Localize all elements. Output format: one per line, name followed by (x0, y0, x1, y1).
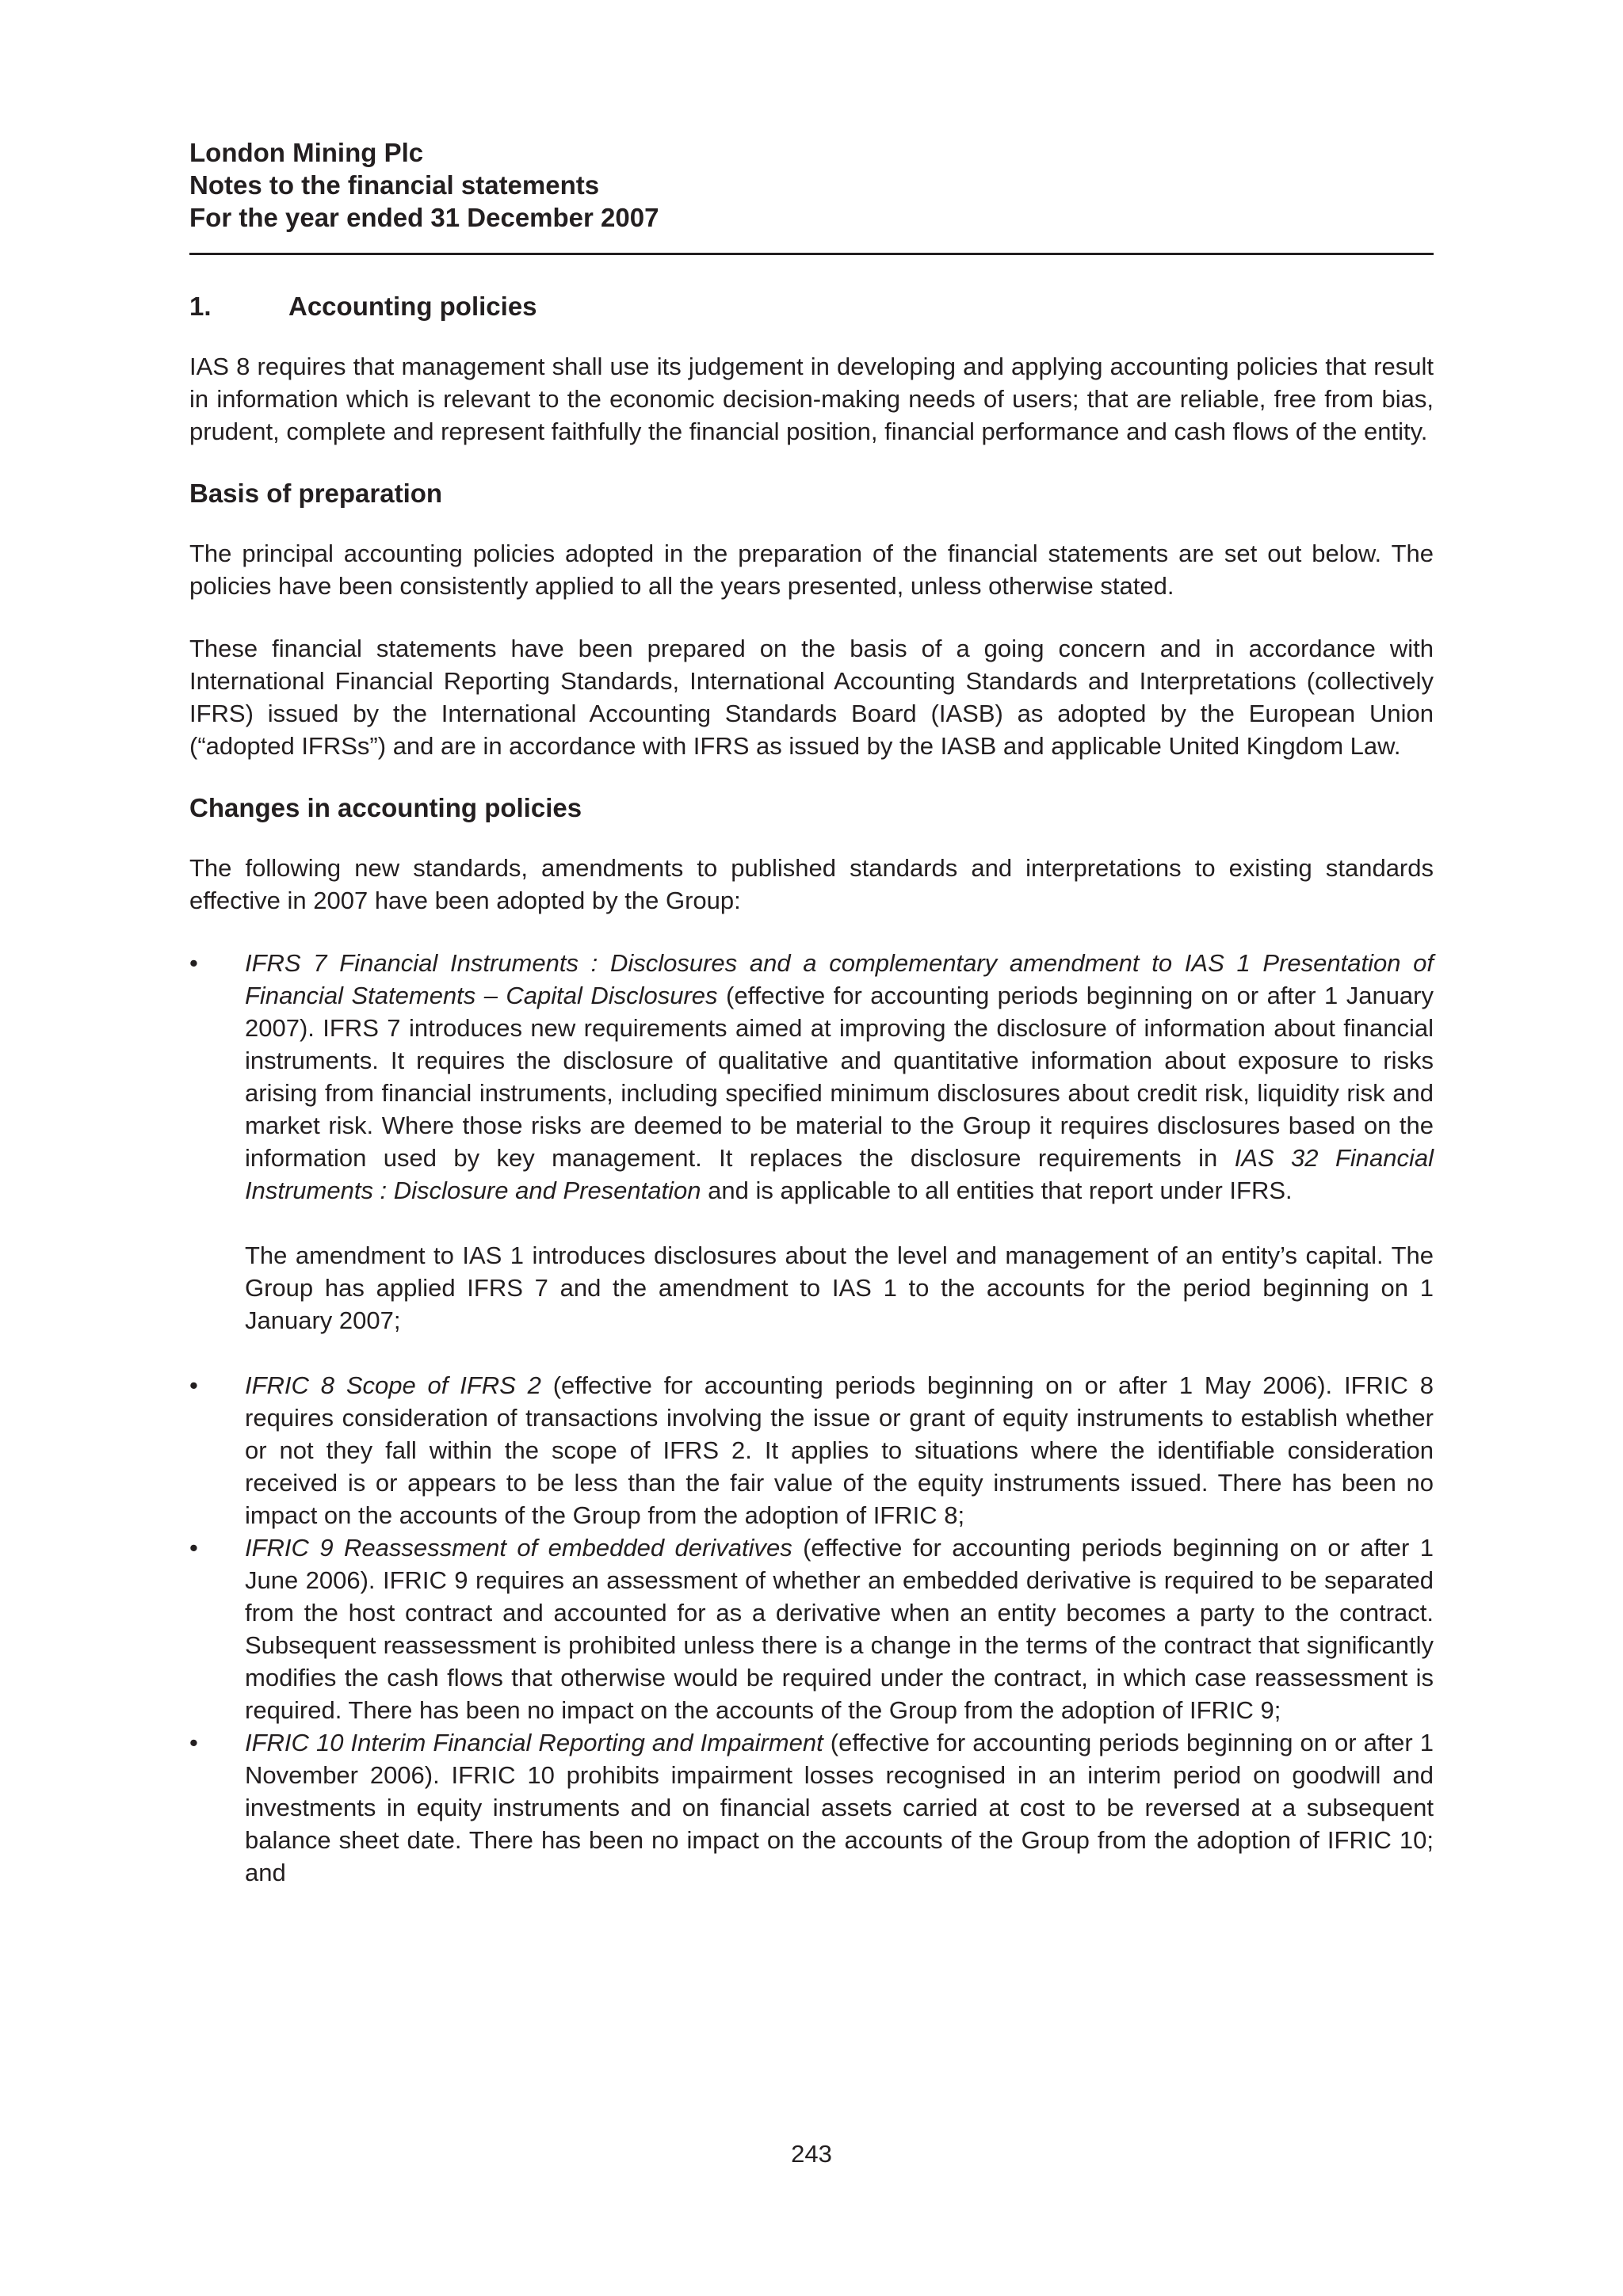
standards-list (189, 947, 1434, 1889)
standard-description: (effective for accounting periods beginning on or after 1 January 2007). IFRS 7 introduces new requirements aimed at improving the disclosure of information about financial instruments. It requires the disclosure of qualitative and quantitative information about exposure to risks arising from financial instruments, including specified minimum disclosures about credit risk, liquidity risk and market risk. Where those risks are deemed to be material to the Group it requires disclosures based on the information used by key management. It replaces the disclosure requirements in (245, 982, 1434, 1172)
bullet-icon: • (189, 1371, 198, 1399)
page-number: 243 (791, 2140, 832, 2168)
section-title: Accounting policies (288, 292, 537, 321)
changes-heading: Changes in accounting policies (189, 793, 582, 822)
standard-title: IFRS 7 Financial Instruments : Disclosures and a complementary amendment to IAS 1 Presentation of Financial Statements – Capital Disclosures (245, 949, 1434, 1009)
header-divider (189, 253, 1434, 255)
standard-description-end: and is applicable to all entities that report under IFRS. (701, 1177, 1293, 1204)
basis-paragraph-1: The principal accounting policies adopted in the preparation of the financial statements are set out below. The policies have been consistently applied to all the years presented, unless otherwise stated. (189, 540, 1434, 600)
list-item (189, 947, 1434, 1337)
standard-title: IFRIC 10 Interim Financial Reporting and Impairment (245, 1729, 823, 1756)
standard-title: IFRIC 8 Scope of IFRS 2 (245, 1371, 541, 1399)
list-item (189, 1726, 1434, 1889)
bullet-icon: • (189, 1729, 198, 1756)
standard-description: (effective for accounting periods beginning on or after 1 June 2006). IFRIC 9 requires an assessment of whether an embedded derivative is required to be separated from the host contract and accounted for as a derivative when an entity becomes a party to the contract. Subsequent reassessment is prohibited unless there is a change in the terms of the contract that significantly modifies the cash flows that otherwise would be required under the contract, in which case reassessment is required. There has been no impact on the accounts of the Group from the adoption of IFRIC 9; (245, 1534, 1434, 1724)
standard-reference: IAS 32 Financial Instruments : Disclosure and Presentation (245, 1144, 1434, 1204)
bullet-icon: • (189, 1534, 198, 1562)
bullet-icon: • (189, 949, 198, 977)
standard-title: IFRIC 9 Reassessment of embedded derivatives (245, 1534, 792, 1562)
section-intro-paragraph: IAS 8 requires that management shall use its judgement in developing and applying accounting policies that result in information which is relevant to the economic decision-making needs of users; that are reliable, free from bias, prudent, complete and represent faithfully the financial position, financial performance and cash flows of the entity. (189, 353, 1434, 445)
document-title: Notes to the financial statements (189, 170, 600, 200)
list-item-body (245, 1369, 1434, 1531)
list-item-body (245, 947, 1434, 1207)
list-item-body (245, 1531, 1434, 1726)
standard-description: (effective for accounting periods beginning on or after 1 May 2006). IFRIC 8 requires consideration of transactions involving the issue or grant of equity instruments to establish whether or not they fall within the scope of IFRS 2. It applies to situations where the identifiable consideration received is or appears to be less than the fair value of the equity instruments issued. There has been no impact on the accounts of the Group from the adoption of IFRIC 8; (245, 1371, 1434, 1529)
document-page (189, 136, 1434, 1889)
section-heading (189, 290, 1434, 322)
reporting-period: For the year ended 31 December 2007 (189, 203, 659, 232)
list-item (189, 1369, 1434, 1531)
company-name: London Mining Plc (189, 138, 424, 167)
basis-heading: Basis of preparation (189, 479, 443, 508)
changes-intro-paragraph: The following new standards, amendments to published standards and interpretations to existing standards effective in 2007 have been adopted by the Group: (189, 854, 1434, 914)
basis-paragraph-2: These financial statements have been prepared on the basis of a going concern and in accordance with International Financial Reporting Standards, International Accounting Standards and Interpretations (collectively IFRS) issued by the International Accounting Standards Board (IASB) as adopted by the European Union (“adopted IFRSs”) and are in accordance with IFRS as issued by the IASB and applicable United Kingdom Law. (189, 635, 1434, 760)
list-item-continuation: The amendment to IAS 1 introduces disclosures about the level and management of an entity’s capital. The Group has applied IFRS 7 and the amendment to IAS 1 to the accounts for the period beginning on 1 January 2007; (245, 1241, 1434, 1334)
section-number: 1. (189, 292, 212, 321)
standard-description: (effective for accounting periods beginning on or after 1 November 2006). IFRIC 10 prohibits impairment losses recognised in an interim period on goodwill and investments in equity instruments and on financial assets carried at cost to be reversed at a subsequent balance sheet date. There has been no impact on the accounts of the Group from the adoption of IFRIC 10; and (245, 1729, 1434, 1886)
list-item (189, 1531, 1434, 1726)
list-item-body (245, 1726, 1434, 1889)
